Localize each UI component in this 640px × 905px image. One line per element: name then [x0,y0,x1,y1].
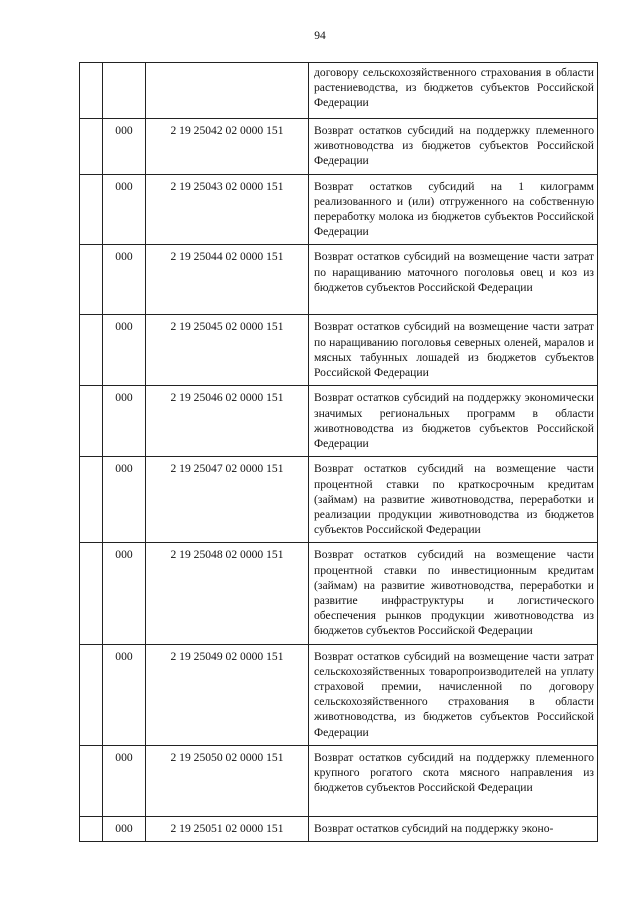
table-row [80,119,598,175]
admin-code-cell: 000 [103,816,146,841]
kbk-code-cell: 2 19 25048 02 0000 151 [146,543,309,644]
table-row [80,386,598,457]
kbk-code-cell: 2 19 25042 02 0000 151 [146,119,309,175]
blank-column-cell [80,816,103,841]
blank-column-cell [80,174,103,245]
table-row [80,543,598,644]
budget-table [79,62,598,842]
table-row [80,745,598,816]
admin-code-cell: 000 [103,315,146,386]
blank-column-cell [80,543,103,644]
description-cell: договору сельскохозяйственного страхования в области растениеводства, из бюджетов субъектов Российской Федерации [309,63,598,119]
description-cell: Возврат остатков субсидий на поддержку племенного крупного рогатого скота мясного направления из бюджетов субъектов Российской Федерации [309,745,598,816]
table-row [80,457,598,543]
kbk-code-cell: 2 19 25046 02 0000 151 [146,386,309,457]
kbk-code-cell: 2 19 25044 02 0000 151 [146,245,309,315]
table-row [80,644,598,745]
kbk-code-cell: 2 19 25049 02 0000 151 [146,644,309,745]
admin-code-cell [103,63,146,119]
kbk-code-cell [146,63,309,119]
description-cell: Возврат остатков субсидий на поддержку эконо- [309,816,598,841]
kbk-code-cell: 2 19 25047 02 0000 151 [146,457,309,543]
description-cell: Возврат остатков субсидий на возмещение части затрат по наращиванию маточного поголовья овец и коз из бюджетов субъектов Российской Федерации [309,245,598,315]
description-cell: Возврат остатков субсидий на поддержку племенного животноводства из бюджетов субъектов Российской Федерации [309,119,598,175]
blank-column-cell [80,315,103,386]
kbk-code-cell: 2 19 25050 02 0000 151 [146,745,309,816]
admin-code-cell: 000 [103,457,146,543]
table-row [80,174,598,245]
blank-column-cell [80,119,103,175]
description-cell: Возврат остатков субсидий на возмещение части затрат сельскохозяйственных товаропроизводителей на уплату страховой премии, начисленной по договору сельскохозяйственного страхования в области животноводства, из бюджетов субъектов Российской Федерации [309,644,598,745]
description-cell: Возврат остатков субсидий на поддержку экономически значимых региональных программ в области животноводства из бюджетов субъектов Российской Федерации [309,386,598,457]
admin-code-cell: 000 [103,386,146,457]
blank-column-cell [80,63,103,119]
admin-code-cell: 000 [103,245,146,315]
blank-column-cell [80,745,103,816]
description-cell: Возврат остатков субсидий на 1 килограмм реализованного и (или) отгруженного на собственную переработку молока из бюджетов субъектов Российской Федерации [309,174,598,245]
blank-column-cell [80,386,103,457]
admin-code-cell: 000 [103,174,146,245]
admin-code-cell: 000 [103,644,146,745]
kbk-code-cell: 2 19 25043 02 0000 151 [146,174,309,245]
kbk-code-cell: 2 19 25045 02 0000 151 [146,315,309,386]
page-number: 94 [314,30,326,42]
kbk-code-cell: 2 19 25051 02 0000 151 [146,816,309,841]
admin-code-cell: 000 [103,119,146,175]
admin-code-cell: 000 [103,745,146,816]
table-row [80,315,598,386]
table-row [80,245,598,315]
blank-column-cell [80,644,103,745]
description-cell: Возврат остатков субсидий на возмещение части процентной ставки по инвестиционным кредитам (займам) на развитие животноводства, переработки и развитие инфраструктуры и логистического обеспечения рынков продукции животноводства из бюджетов субъектов Российской Федерации [309,543,598,644]
admin-code-cell: 000 [103,543,146,644]
table-row [80,63,598,119]
description-cell: Возврат остатков субсидий на возмещение части затрат по наращиванию поголовья северных оленей, маралов и мясных табунных лошадей из бюджетов субъектов Российской Федерации [309,315,598,386]
description-cell: Возврат остатков субсидий на возмещение части процентной ставки по краткосрочным кредитам (займам) на развитие животноводства, переработки и реализации продукции животноводства из бюджетов субъектов Российской Федерации [309,457,598,543]
blank-column-cell [80,245,103,315]
table-row [80,816,598,841]
blank-column-cell [80,457,103,543]
